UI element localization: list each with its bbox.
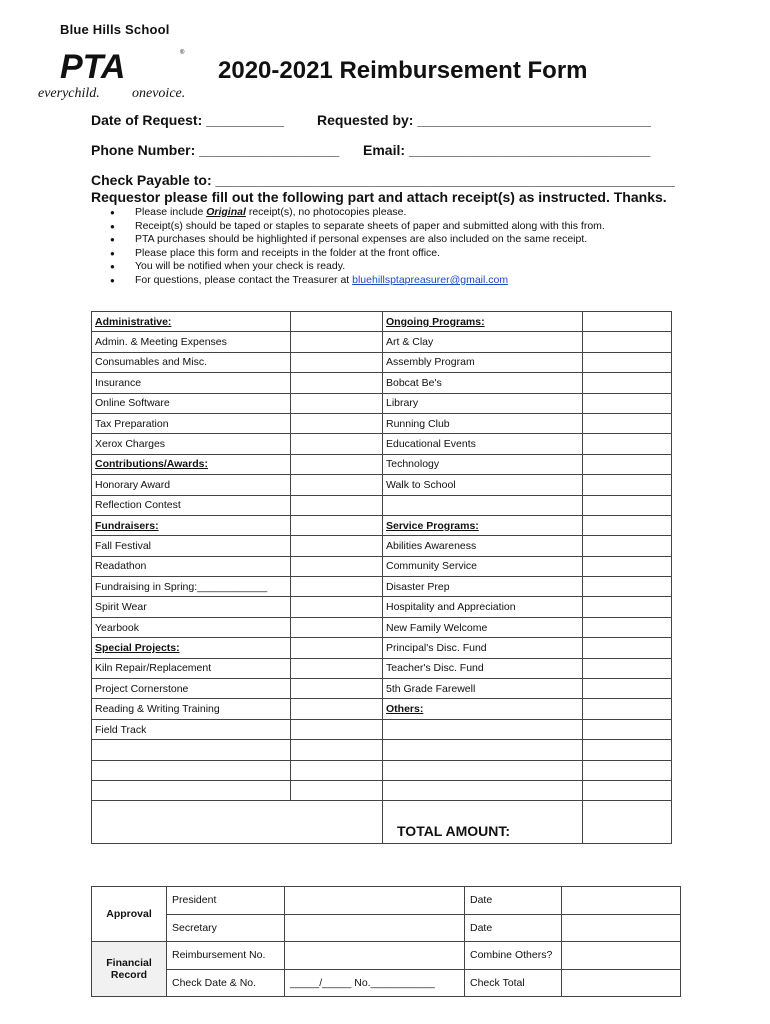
category-cell: Abilities Awareness [383,536,583,556]
amount-cell[interactable] [291,760,383,780]
list-item: ● Receipt(s) should be taped or staples to separate sheets of paper and submitted along with this from. [107,220,605,234]
category-cell: Kiln Repair/Replacement [92,658,291,678]
table-row [92,373,672,393]
category-cell: Principal's Disc. Fund [383,638,583,658]
category-cell [92,780,291,800]
instructions-heading: Requestor please fill out the following part and attach receipt(s) as instructed. Thanks. [91,189,667,205]
table-row [92,760,672,780]
category-cell: Educational Events [383,434,583,454]
table-row [92,413,672,433]
table-row [92,679,672,699]
category-cell: Online Software [92,393,291,413]
amount-cell[interactable] [583,495,672,515]
category-cell [92,740,291,760]
category-cell: Assembly Program [383,352,583,372]
category-cell: Consumables and Misc. [92,352,291,372]
category-cell: Tax Preparation [92,413,291,433]
table-row [92,352,672,372]
svg-text:®: ® [180,50,185,56]
amount-cell[interactable] [583,434,672,454]
amount-cell[interactable] [291,413,383,433]
amount-cell[interactable] [291,332,383,352]
amount-cell[interactable] [291,577,383,597]
total-blank-cell [92,801,383,844]
amount-cell[interactable] [583,454,672,474]
amount-cell[interactable] [291,536,383,556]
category-cell: Others: [383,699,583,719]
president-signature-cell[interactable] [285,887,465,915]
category-cell: Community Service [383,556,583,576]
table-row [92,515,672,535]
combine-others-label: Combine Others? [465,942,562,970]
logo-tagline-2: onevoice. [132,86,186,100]
amount-cell[interactable] [291,740,383,760]
amount-cell[interactable] [583,556,672,576]
amount-cell[interactable] [583,617,672,637]
amount-cell[interactable] [291,638,383,658]
table-row [92,617,672,637]
check-total-label: Check Total [465,969,562,997]
amount-cell[interactable] [583,780,672,800]
category-cell: Project Cornerstone [92,679,291,699]
category-cell: Running Club [383,413,583,433]
treasurer-email-link[interactable]: bluehillsptapreasurer@gmail.com [352,273,509,286]
financial-record-group-label: Financial Record [92,942,167,997]
amount-cell[interactable] [583,373,672,393]
amount-cell[interactable] [583,699,672,719]
instructions-list [107,206,605,288]
reimbursement-no-label: Reimbursement No. [167,942,285,970]
amount-cell[interactable] [291,679,383,699]
amount-cell[interactable] [291,515,383,535]
amount-cell[interactable] [583,679,672,699]
amount-cell[interactable] [583,312,672,332]
category-cell: Art & Clay [383,332,583,352]
category-cell: Field Track [92,719,291,739]
table-row [92,434,672,454]
category-cell: Reading & Writing Training [92,699,291,719]
table-row [92,495,672,515]
date-label: Date [465,887,562,915]
amount-cell[interactable] [583,475,672,495]
amount-cell[interactable] [583,638,672,658]
table-row [92,638,672,658]
category-cell: Honorary Award [92,475,291,495]
secretary-signature-cell[interactable] [285,914,465,942]
category-cell: Ongoing Programs: [383,312,583,332]
table-row [92,475,672,495]
expense-category-table [91,311,672,844]
category-cell: Contributions/Awards: [92,454,291,474]
amount-cell[interactable] [583,658,672,678]
amount-cell[interactable] [291,556,383,576]
approval-table [91,886,681,997]
amount-cell[interactable] [583,413,672,433]
president-label: President [167,887,285,915]
amount-cell[interactable] [291,658,383,678]
combine-others-cell[interactable] [562,942,681,970]
category-cell: Technology [383,454,583,474]
category-cell: Reflection Contest [92,495,291,515]
amount-cell[interactable] [291,454,383,474]
approval-group-label: Approval [92,887,167,942]
category-cell: Admin. & Meeting Expenses [92,332,291,352]
check-date-no-cell[interactable]: _____/_____ No.___________ [285,969,465,997]
category-cell [383,719,583,739]
table-row [92,699,672,719]
pta-logo [38,44,210,100]
amount-cell[interactable] [291,352,383,372]
category-cell: Hospitality and Appreciation [383,597,583,617]
amount-cell[interactable] [291,475,383,495]
total-amount-label: TOTAL AMOUNT: [383,801,583,844]
president-date-cell[interactable] [562,887,681,915]
list-item: ● PTA purchases should be highlighted if personal expenses are also included on the same receipt. [107,233,605,247]
amount-cell[interactable] [291,393,383,413]
category-cell [383,760,583,780]
list-item: ● Please place this form and receipts in the folder at the front office. [107,247,605,261]
amount-cell[interactable] [291,699,383,719]
amount-cell[interactable] [583,536,672,556]
amount-cell[interactable] [291,719,383,739]
amount-cell[interactable] [291,495,383,515]
amount-cell[interactable] [583,332,672,352]
table-row [92,536,672,556]
category-cell: 5th Grade Farewell [383,679,583,699]
amount-cell[interactable] [291,373,383,393]
requested-by-field[interactable]: Requested by: ______________________________ [317,112,651,128]
category-cell: Xerox Charges [92,434,291,454]
category-cell: Yearbook [92,617,291,637]
secretary-date-cell[interactable] [562,914,681,942]
amount-cell[interactable] [583,352,672,372]
check-date-label: Check Date & No. [167,969,285,997]
category-cell [383,495,583,515]
email-field[interactable]: Email: _______________________________ [363,142,651,158]
table-row [92,312,672,332]
category-cell: Spirit Wear [92,597,291,617]
list-item: ● Please include Original receipt(s), no photocopies please. [107,206,605,220]
check-payable-field[interactable]: Check Payable to: ___________________________________________________________ [91,172,675,188]
logo-text: PTA [60,48,126,86]
amount-cell[interactable] [291,434,383,454]
table-row [92,740,672,760]
amount-cell[interactable] [583,719,672,739]
table-row [92,597,672,617]
category-cell: Service Programs: [383,515,583,535]
list-item: ● For questions, please contact the Treasurer at bluehillsptapreasurer@gmail.com [107,274,605,288]
category-cell: Special Projects: [92,638,291,658]
category-cell: Readathon [92,556,291,576]
amount-cell[interactable] [291,597,383,617]
date-of-request-field[interactable]: Date of Request: __________ [91,112,284,128]
category-cell: Walk to School [383,475,583,495]
category-cell: Disaster Prep [383,577,583,597]
table-row [92,332,672,352]
amount-cell[interactable] [583,577,672,597]
table-row [92,719,672,739]
amount-cell[interactable] [583,597,672,617]
amount-cell[interactable] [583,393,672,413]
category-cell: Insurance [92,373,291,393]
school-name: Blue Hills School [60,22,170,37]
table-row [92,454,672,474]
category-cell [383,740,583,760]
date-label: Date [465,914,562,942]
original-emphasis: Original [206,206,246,218]
amount-cell[interactable] [291,617,383,637]
category-cell: Teacher's Disc. Fund [383,658,583,678]
list-item: ● You will be notified when your check is ready. [107,260,605,274]
table-row [92,556,672,576]
category-cell: Fundraisers: [92,515,291,535]
logo-tagline-1: everychild. [38,86,100,100]
reimbursement-no-cell[interactable] [285,942,465,970]
category-cell [383,780,583,800]
table-row [92,393,672,413]
category-cell: Administrative: [92,312,291,332]
amount-cell[interactable] [583,515,672,535]
amount-cell[interactable] [291,780,383,800]
category-cell [92,760,291,780]
category-cell: Fundraising in Spring:____________ [92,577,291,597]
phone-number-field[interactable]: Phone Number: __________________ [91,142,340,158]
table-row [92,577,672,597]
page-title: 2020-2021 Reimbursement Form [218,57,588,84]
secretary-label: Secretary [167,914,285,942]
table-row [92,780,672,800]
category-cell: New Family Welcome [383,617,583,637]
table-row [92,658,672,678]
total-row [92,801,672,844]
category-cell: Fall Festival [92,536,291,556]
amount-cell[interactable] [291,312,383,332]
category-cell: Library [383,393,583,413]
amount-cell[interactable] [583,760,672,780]
amount-cell[interactable] [583,740,672,760]
category-cell: Bobcat Be's [383,373,583,393]
pta-logo-graphic [38,44,210,100]
check-total-cell[interactable] [562,969,681,997]
total-amount-cell[interactable] [583,801,672,844]
